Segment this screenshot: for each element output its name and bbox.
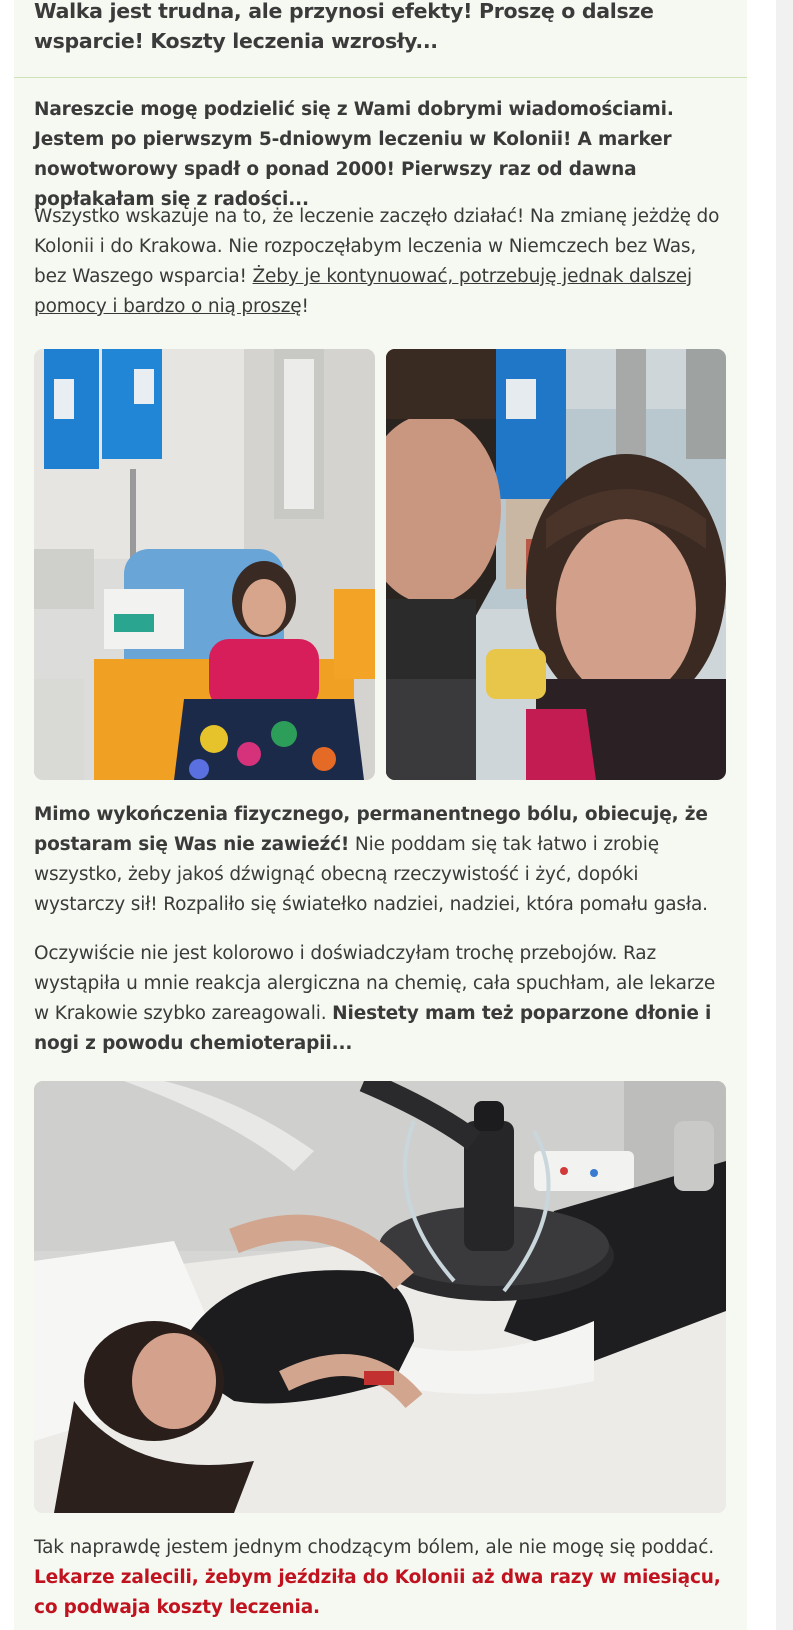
photo-hyperthermia-treatment: [34, 1081, 726, 1513]
side-effects-text: Oczywiście nie jest kolorowo i doświadczyłam trochę przebojów. Raz wystąpiła u mnie reakcja alergiczna na chemię, cała spuchłam, ale lekarze w Krakowie szybko zareagowali.: [34, 943, 716, 1024]
paragraph-costs: [34, 1533, 734, 1623]
scrollbar[interactable]: [776, 0, 793, 1630]
post-title: Walka jest trudna, ale przynosi efekty! Proszę o dalsze wsparcie! Koszty leczenia wzrosły...: [34, 0, 654, 53]
photo-selfie-image: [386, 349, 726, 780]
photo-hospital-infusion-image: [34, 349, 375, 780]
costs-text: Tak naprawdę jestem jednym chodzącym bólem, ale nie mogę się poddać.: [34, 1537, 714, 1558]
treatment-end: !: [301, 296, 309, 317]
photo-treatment-image: [34, 1081, 726, 1513]
promise-bold-text: Mimo wykończenia fizycznego, permanentnego bólu, obiecuję, że postaram się Was nie zawieźć!: [34, 804, 708, 855]
side-effects-bold-text: Niestety mam też poparzone dłonie i nogi z powodu chemioterapii...: [34, 1003, 712, 1054]
treatment-text: Wszystko wskazuje na to, że leczenie zaczęło działać! Na zmianę jeżdżę do Kolonii i do Krakowa. Nie rozpoczęłabym leczenia w Niemczech bez Was, bez Waszego wsparcia!: [34, 206, 720, 287]
paragraph-treatment: [34, 202, 734, 322]
paragraph-side-effects: [34, 939, 734, 1059]
divider: [14, 77, 747, 78]
promise-text: Nie poddam się tak łatwo i zrobię wszystko, żeby jakoś dźwignąć obecną rzeczywistość i żyć, dopóki wystarczy sił! Rozpaliło się światełko nadziei, nadziei, która pomału gasła.: [34, 834, 708, 915]
paragraph-promise: [34, 800, 734, 920]
intro-bold-text: Nareszcie mogę podzielić się z Wami dobrymi wiadomościami. Jestem po pierwszym 5-dniowym leczeniu w Kolonii! A marker nowotworowy spadł o ponad 2000! Pierwszy raz od dawna popłakałam się z radości...: [34, 99, 674, 210]
support-link[interactable]: Żeby je kontynuować, potrzebuję jednak dalszej pomocy i bardzo o nią proszę: [34, 266, 693, 317]
photo-hospital-infusion: [34, 349, 375, 780]
costs-red-text: Lekarze zalecili, żebym jeździła do Kolonii aż dwa razy w miesiącu, co podwaja koszty leczenia.: [34, 1567, 721, 1618]
paragraph-intro: [34, 95, 734, 215]
photo-selfie-with-companion: [386, 349, 726, 780]
